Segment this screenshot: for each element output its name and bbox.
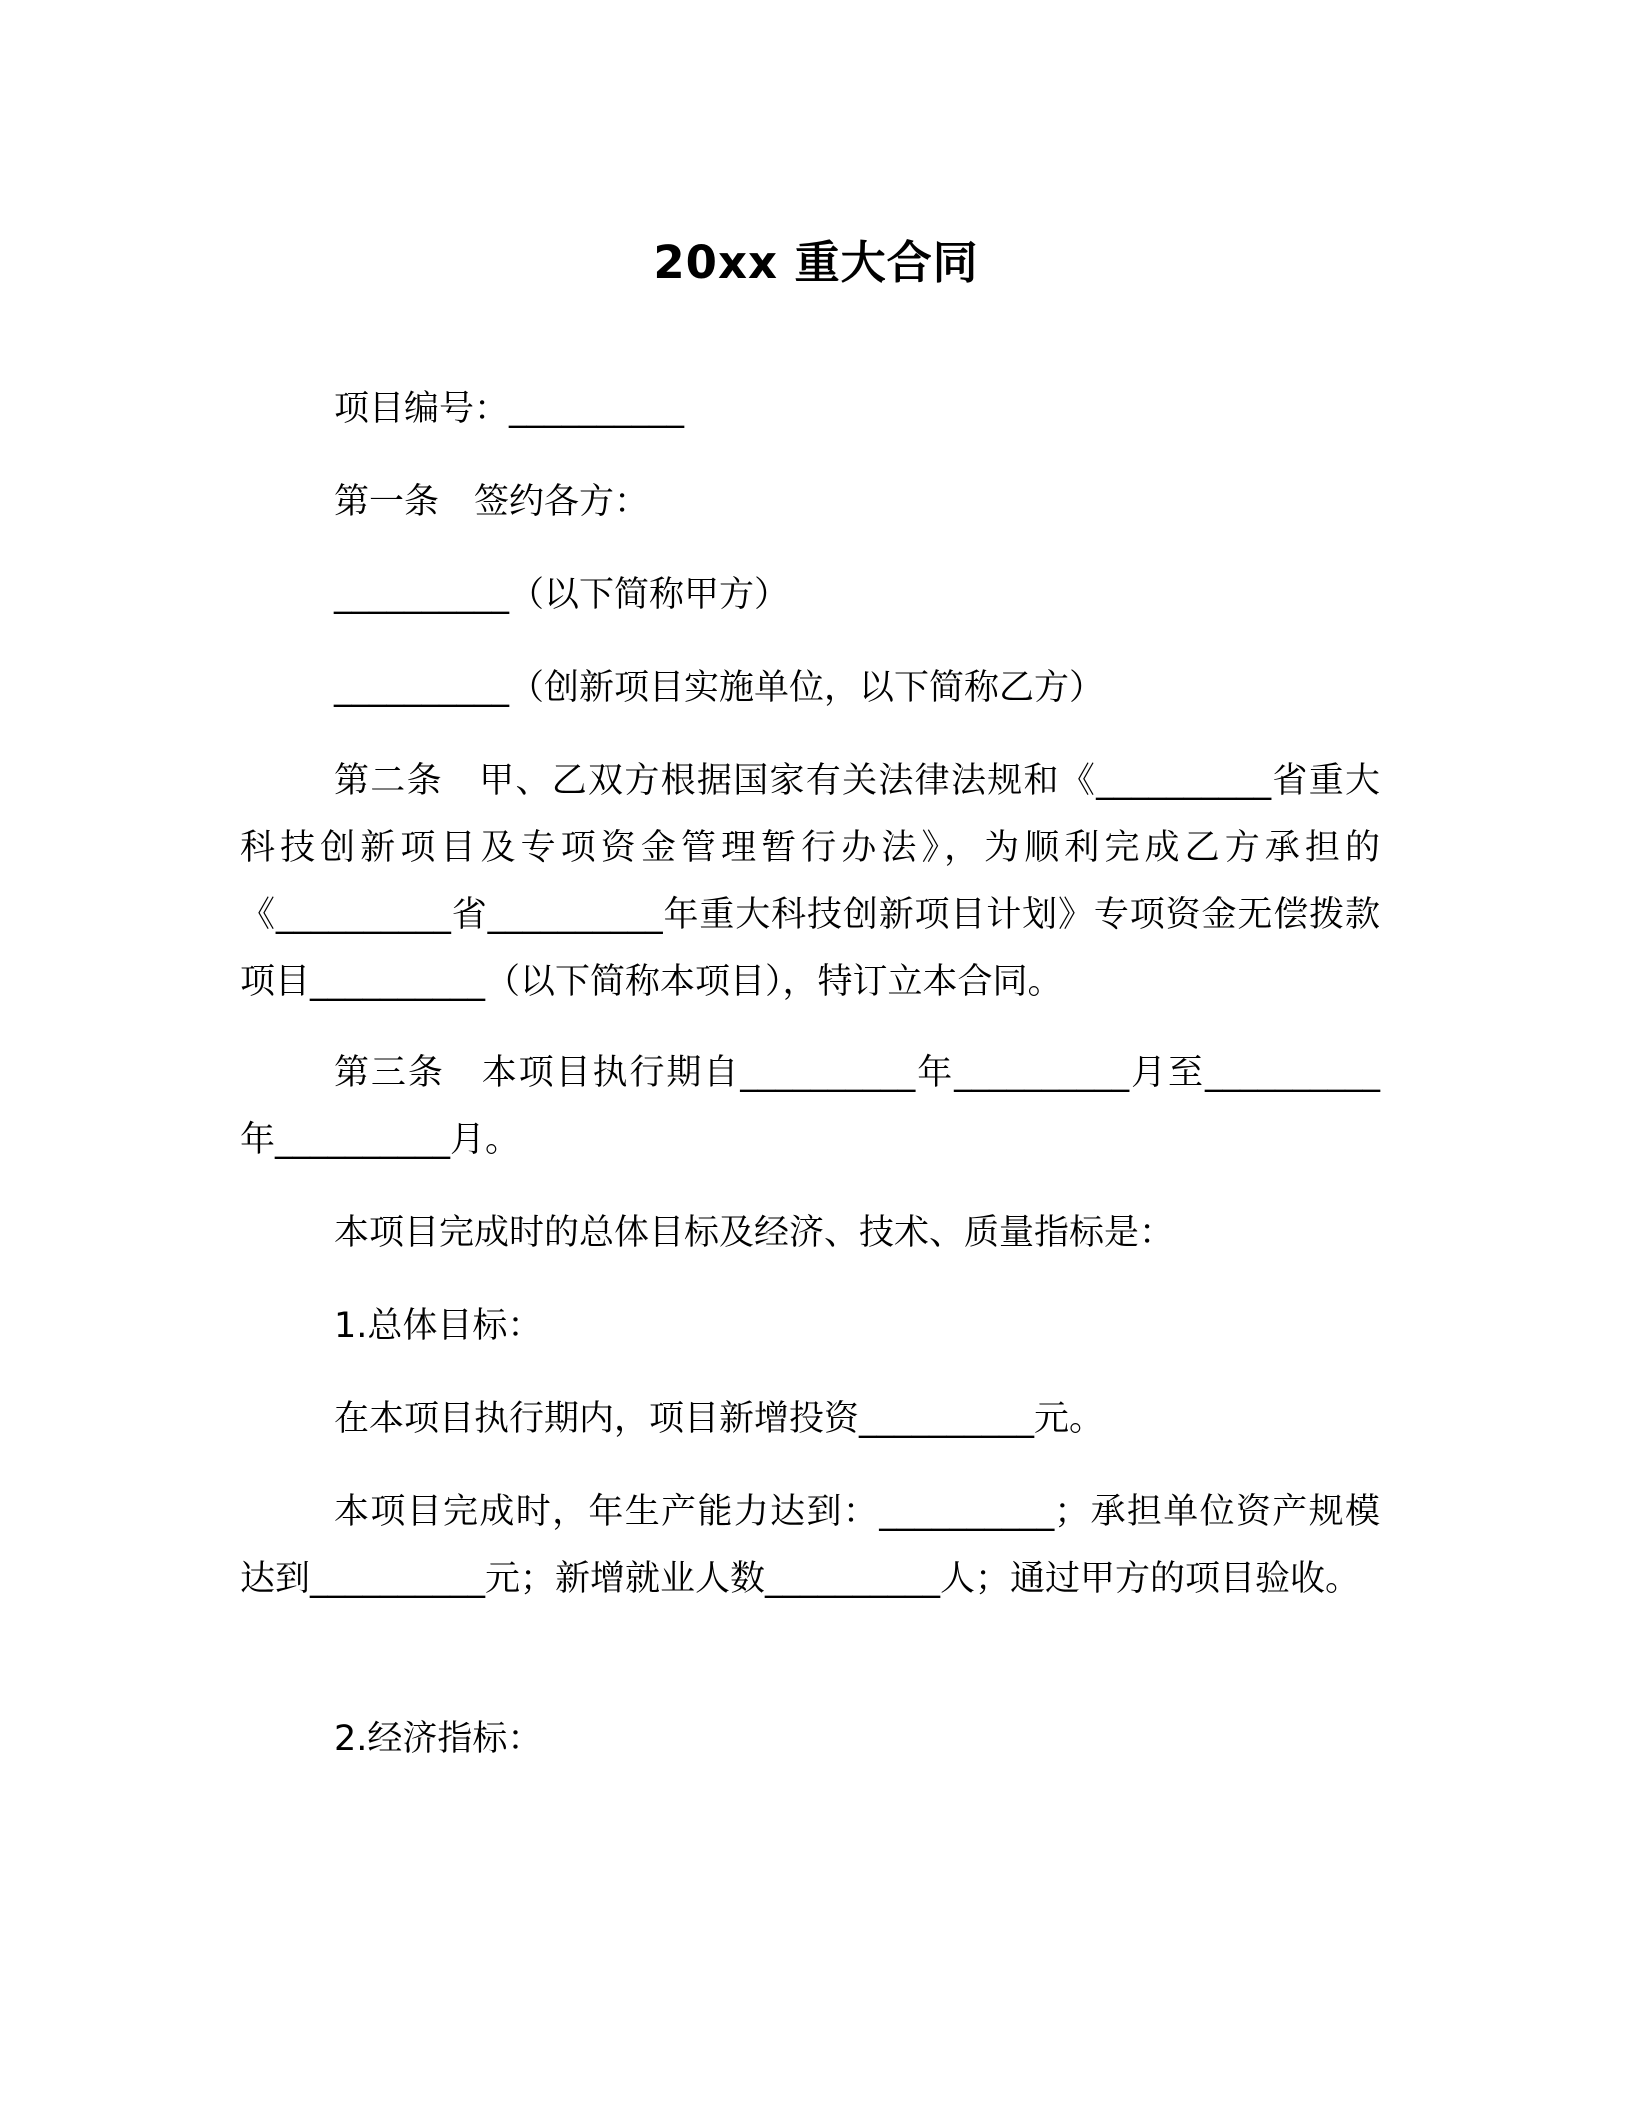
party-a-line: __________（以下简称甲方）: [334, 575, 790, 615]
completion-targets-paragraph: 本项目完成时，年生产能力达到：__________；承担单位资产规模达到__________元；新增就业人数__________人；通过甲方的项目验收。: [240, 1492, 1380, 1599]
economic-indicators-heading: 2.经济指标：: [334, 1719, 543, 1759]
article-2-paragraph: 第二条 甲、乙双方根据国家有关法律法规和《__________省重大科技创新项目及专项资金管理暂行办法》，为顺利完成乙方承担的《__________省__________年重大科技创新项目计划》专项资金无偿拨款项目__________（以下简称本项目），特订立本合同。: [240, 761, 1380, 1002]
article-1-heading: 第一条 签约各方：: [334, 482, 650, 522]
overall-target-heading: 1.总体目标：: [334, 1306, 543, 1346]
article-3-paragraph: 第三条 本项目执行期自__________年__________月至__________年__________月。: [240, 1053, 1380, 1160]
project-number-line: 项目编号：__________: [334, 389, 685, 429]
new-investment-line: 在本项目执行期内，项目新增投资__________元。: [334, 1399, 1105, 1439]
targets-intro: 本项目完成时的总体目标及经济、技术、质量指标是：: [334, 1213, 1175, 1253]
document-title: 20xx 重大合同: [653, 236, 979, 289]
party-b-line: __________（创新项目实施单位，以下简称乙方）: [334, 668, 1105, 708]
